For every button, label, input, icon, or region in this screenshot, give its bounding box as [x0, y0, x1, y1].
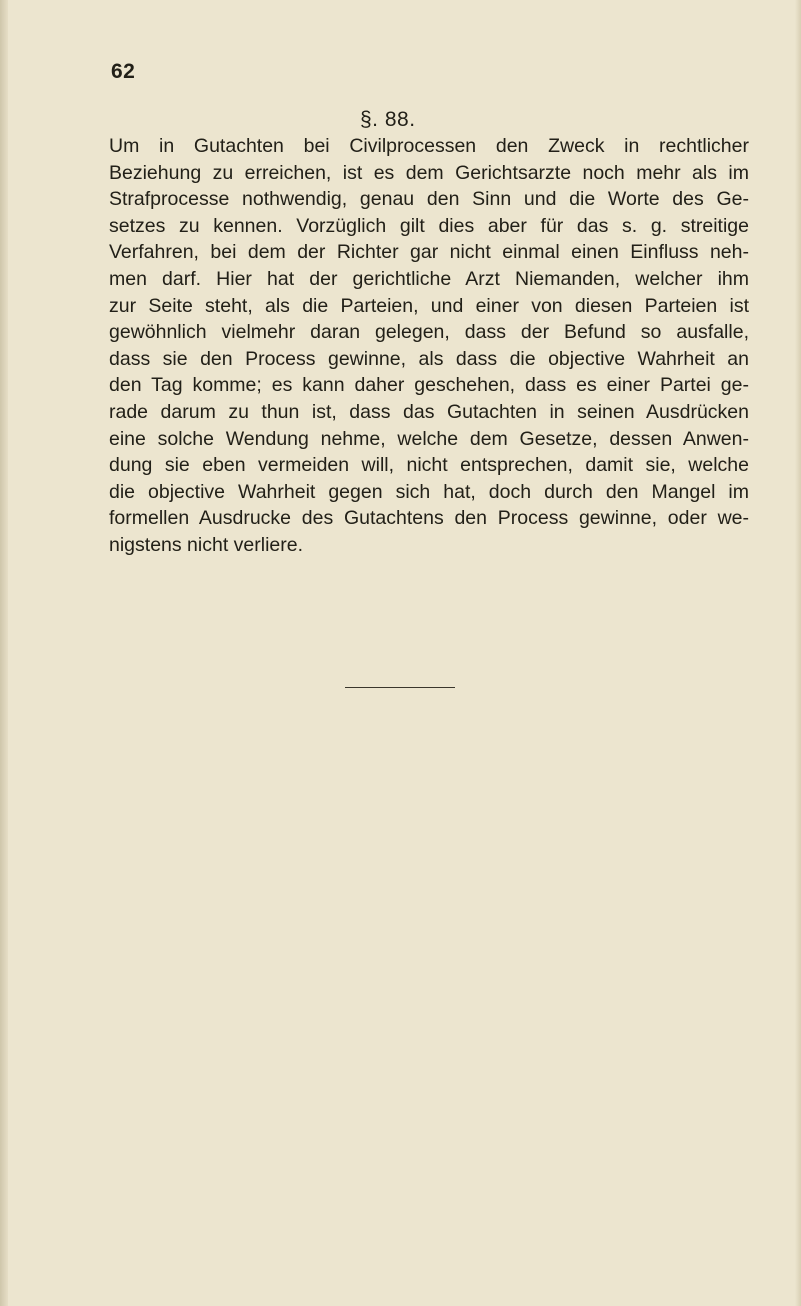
section-heading: §. 88. [360, 108, 416, 131]
text-line: Verfahren, bei dem der Richter gar nicht einmal einen Einfluss neh- [109, 241, 749, 264]
body-paragraph [109, 133, 749, 559]
text-line: men darf. Hier hat der gerichtliche Arzt Niemanden, welcher ihm [109, 267, 749, 290]
text-line: den Tag komme; es kann daher geschehen, dass es einer Partei ge- [109, 374, 749, 397]
text-line: nigstens nicht verliere. [109, 533, 304, 556]
text-line: eine solche Wendung nehme, welche dem Gesetze, dessen Anwen- [109, 427, 749, 450]
page-edge-right [795, 0, 801, 1306]
text-line: setzes zu kennen. Vorzüglich gilt dies aber für das s. g. streitige [109, 214, 749, 237]
text-line: rade darum zu thun ist, dass das Gutachten in seinen Ausdrücken [109, 400, 749, 423]
text-line: Um in Gutachten bei Civilprocessen den Zweck in rechtlicher [109, 135, 749, 157]
text-line: formellen Ausdrucke des Gutachtens den Process gewinne, oder we- [109, 507, 749, 530]
text-line: Beziehung zu erreichen, ist es dem Gerichtsarzte noch mehr als im [109, 161, 749, 184]
footer-rule [345, 687, 455, 688]
text-line: die objective Wahrheit gegen sich hat, doch durch den Mangel im [109, 480, 749, 503]
text-line: Strafprocesse nothwendig, genau den Sinn und die Worte des Ge- [109, 188, 749, 211]
text-line: dung sie eben vermeiden will, nicht entsprechen, damit sie, welche [109, 454, 749, 477]
page-number: 62 [111, 60, 136, 83]
page-edge-left [0, 0, 8, 1306]
text-line: zur Seite steht, als die Parteien, und einer von diesen Parteien ist [109, 294, 749, 317]
text-line: gewöhnlich vielmehr daran gelegen, dass der Befund so ausfalle, [109, 321, 749, 344]
text-line: dass sie den Process gewinne, als dass die objective Wahrheit an [109, 347, 749, 370]
